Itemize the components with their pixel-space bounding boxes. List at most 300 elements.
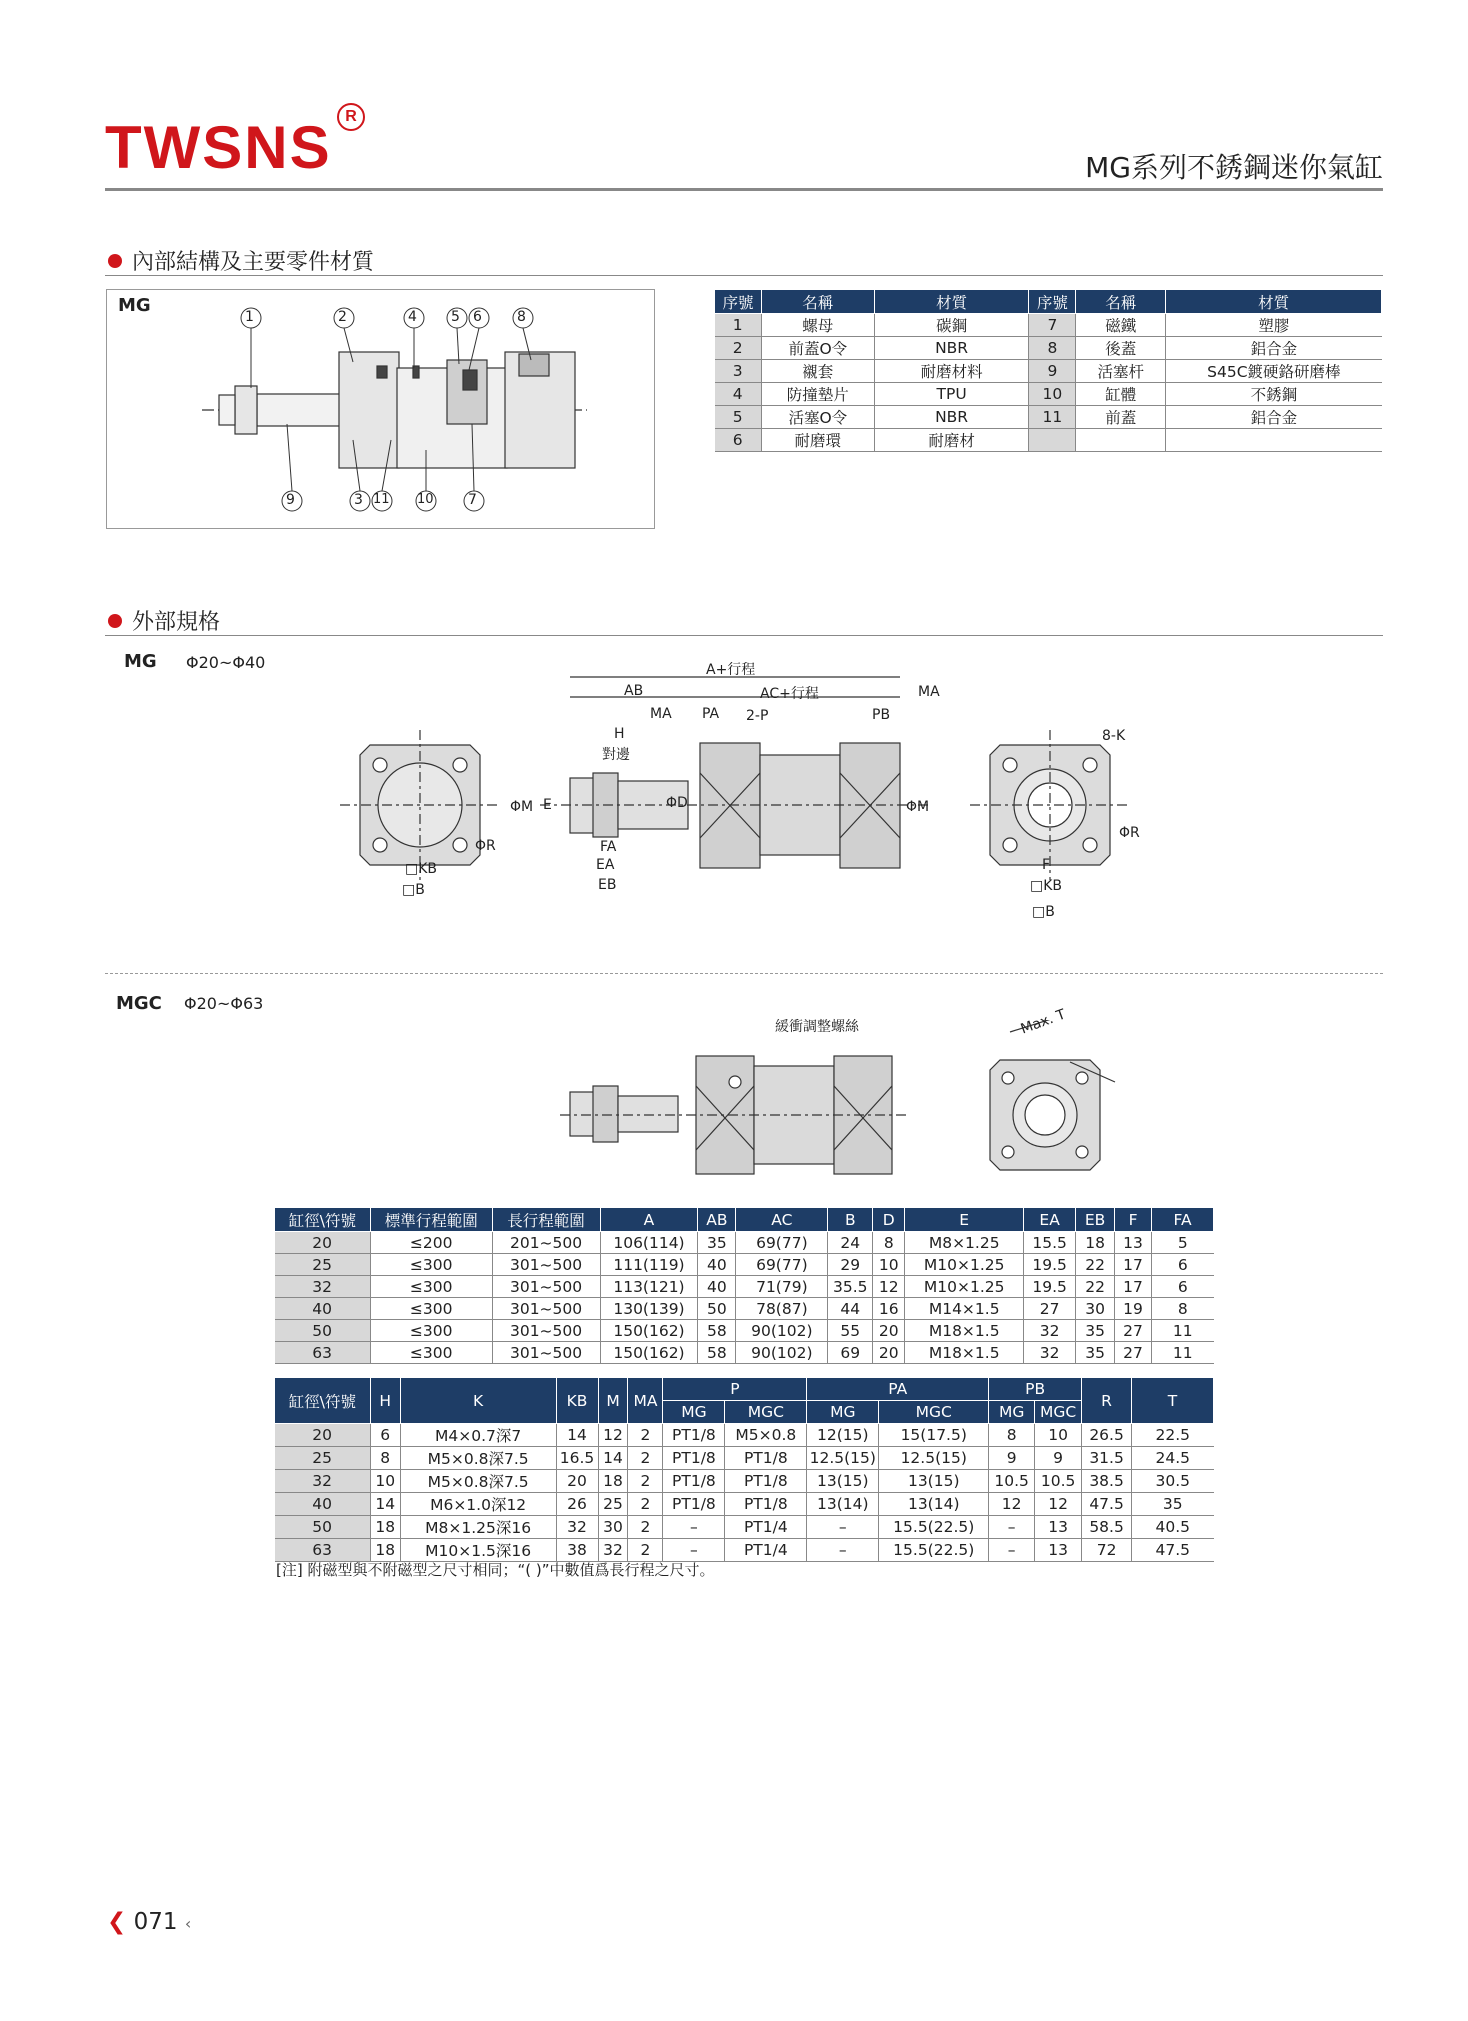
table-cell: 5 xyxy=(1152,1232,1214,1254)
table-cell: 活塞杆 xyxy=(1076,360,1166,383)
table-cell: M5×0.8深7.5 xyxy=(400,1470,556,1493)
table-cell: 63 xyxy=(275,1342,371,1364)
table-cell: 18 xyxy=(1076,1232,1115,1254)
table-cell: 301~500 xyxy=(492,1254,600,1276)
table-cell: 111(119) xyxy=(600,1254,698,1276)
header-cell: 序號 xyxy=(1029,290,1076,314)
table-cell: 10.5 xyxy=(1035,1470,1082,1493)
header-cell: P xyxy=(663,1378,807,1401)
callout-6: 6 xyxy=(473,309,482,325)
callout-9: 9 xyxy=(286,492,295,508)
table-cell: 35.5 xyxy=(828,1276,873,1298)
table-row xyxy=(275,1447,1214,1470)
table-cell: 32 xyxy=(275,1470,371,1493)
table-cell: 14 xyxy=(370,1493,400,1516)
header-cell: H xyxy=(370,1378,400,1424)
header-cell: AB xyxy=(698,1208,736,1232)
table-cell: 7 xyxy=(1029,314,1076,337)
section-rule xyxy=(105,275,1383,276)
table-cell: – xyxy=(989,1539,1035,1562)
header-cell: 名稱 xyxy=(761,290,874,314)
table-cell: 12 xyxy=(1035,1493,1082,1516)
table-cell: 32 xyxy=(556,1516,598,1539)
dim-flats: 對邊 xyxy=(602,747,630,763)
table-cell: 20 xyxy=(873,1342,905,1364)
table-cell: 11 xyxy=(1029,406,1076,429)
table-cell: 69(77) xyxy=(736,1254,828,1276)
table-cell: 2 xyxy=(628,1447,663,1470)
header-cell: MG xyxy=(807,1401,879,1424)
table-row xyxy=(275,1298,1214,1320)
table-cell: 13(14) xyxy=(807,1493,879,1516)
table-row xyxy=(275,1424,1214,1447)
table-cell: 55 xyxy=(828,1320,873,1342)
table-cell xyxy=(1076,429,1166,452)
section-external-title: 外部規格 xyxy=(108,605,220,636)
page-title: MG系列不銹鋼迷你氣缸 xyxy=(1085,151,1383,184)
table-cell: 前蓋 xyxy=(1076,406,1166,429)
dim-b-right: □B xyxy=(1032,904,1055,920)
table-cell: M8×1.25深16 xyxy=(400,1516,556,1539)
table-cell: 塑膠 xyxy=(1166,314,1382,337)
table-cell: 35 xyxy=(1132,1493,1214,1516)
header-cell: MG xyxy=(989,1401,1035,1424)
table-cell: 9 xyxy=(1035,1447,1082,1470)
table-cell: 9 xyxy=(989,1447,1035,1470)
callout-3: 3 xyxy=(354,492,363,508)
table-cell: 8 xyxy=(1029,337,1076,360)
table-cell: 15(17.5) xyxy=(879,1424,989,1447)
table-cell: NBR xyxy=(874,337,1029,360)
table-cell: M5×0.8 xyxy=(725,1424,807,1447)
table-cell: 71(79) xyxy=(736,1276,828,1298)
header-cell: K xyxy=(400,1378,556,1424)
table-cell: 35 xyxy=(698,1232,736,1254)
table-cell: 8 xyxy=(873,1232,905,1254)
dim-ma: MA xyxy=(918,684,940,700)
table-row xyxy=(275,1276,1214,1298)
dim-a-stroke: A+行程 xyxy=(706,662,756,678)
dim-ma-inner: MA xyxy=(650,706,672,722)
table-cell: 13(15) xyxy=(879,1470,989,1493)
table-cell xyxy=(1029,429,1076,452)
table-cell: 12 xyxy=(989,1493,1035,1516)
header-cell: EA xyxy=(1024,1208,1076,1232)
table-cell: 58.5 xyxy=(1082,1516,1132,1539)
table-cell: M8×1.25 xyxy=(905,1232,1024,1254)
mg-external-drawing xyxy=(340,655,1340,935)
table-cell: 12 xyxy=(598,1424,628,1447)
table-cell: 106(114) xyxy=(600,1232,698,1254)
header-cell: D xyxy=(873,1208,905,1232)
table-cell: 活塞O令 xyxy=(761,406,874,429)
section-divider xyxy=(105,973,1383,974)
table-cell: 32 xyxy=(275,1276,371,1298)
table-row xyxy=(715,429,1382,452)
table-cell: 30 xyxy=(598,1516,628,1539)
table-cell: ≤300 xyxy=(370,1276,492,1298)
mgc-bore-range: Φ20~Φ63 xyxy=(184,994,264,1013)
header-cell: MGC xyxy=(725,1401,807,1424)
page-number: 071 xyxy=(133,1909,178,1935)
chevron-left-small-icon: ‹ xyxy=(184,1914,192,1933)
dim-2p: 2-P xyxy=(746,708,769,724)
table-cell: 27 xyxy=(1024,1298,1076,1320)
table-cell: ≤300 xyxy=(370,1298,492,1320)
table-cell: – xyxy=(989,1516,1035,1539)
table-cell: PT1/8 xyxy=(725,1493,807,1516)
mg-model-label: MG xyxy=(124,651,157,672)
callout-5: 5 xyxy=(451,309,460,325)
table-cell: 31.5 xyxy=(1082,1447,1132,1470)
dims-table-2-header-top xyxy=(275,1378,1214,1401)
dim-pa: PA xyxy=(702,706,720,722)
table-cell: 13 xyxy=(1035,1539,1082,1562)
header-cell: 序號 xyxy=(715,290,762,314)
mg-bore-range: Φ20~Φ40 xyxy=(186,653,266,672)
table-cell: M10×1.25 xyxy=(905,1276,1024,1298)
table-cell: 2 xyxy=(715,337,762,360)
table-cell: – xyxy=(807,1516,879,1539)
table-cell: 150(162) xyxy=(600,1320,698,1342)
header-cell: KB xyxy=(556,1378,598,1424)
table-cell: 40 xyxy=(698,1254,736,1276)
table-cell: 襯套 xyxy=(761,360,874,383)
table-cell: 14 xyxy=(598,1447,628,1470)
table-cell: 38 xyxy=(556,1539,598,1562)
table-cell: M10×1.25 xyxy=(905,1254,1024,1276)
table-cell: 29 xyxy=(828,1254,873,1276)
table-cell: 14 xyxy=(556,1424,598,1447)
table-cell: 2 xyxy=(628,1424,663,1447)
table-row xyxy=(715,406,1382,429)
table-cell: 22 xyxy=(1076,1276,1115,1298)
callout-10: 10 xyxy=(417,492,434,507)
table-cell: 40 xyxy=(275,1298,371,1320)
table-cell: 13 xyxy=(1035,1516,1082,1539)
table-note: [注] 附磁型與不附磁型之尺寸相同；“( )”中數值爲長行程之尺寸。 xyxy=(276,1561,715,1579)
callout-7: 7 xyxy=(468,492,477,508)
max-t-label: Max. T xyxy=(1018,1006,1068,1038)
table-cell: 20 xyxy=(275,1232,371,1254)
table-cell: 201~500 xyxy=(492,1232,600,1254)
dim-b-left: □B xyxy=(402,882,425,898)
table-cell: 16.5 xyxy=(556,1447,598,1470)
table-cell: M18×1.5 xyxy=(905,1342,1024,1364)
header-cell: MGC xyxy=(1035,1401,1082,1424)
table-cell: 22 xyxy=(1076,1254,1115,1276)
table-cell: 50 xyxy=(275,1516,371,1539)
table-cell: ≤300 xyxy=(370,1342,492,1364)
table-cell: 後蓋 xyxy=(1076,337,1166,360)
callout-11: 11 xyxy=(373,492,390,507)
dimensions-table-1 xyxy=(274,1207,1214,1364)
dim-fa: FA xyxy=(600,839,617,855)
dim-f: F xyxy=(1042,857,1051,873)
table-cell: M10×1.5深16 xyxy=(400,1539,556,1562)
table-cell: 11 xyxy=(1152,1320,1214,1342)
header-cell: 長行程範圍 xyxy=(492,1208,600,1232)
table-cell: 32 xyxy=(1024,1320,1076,1342)
table-cell: – xyxy=(807,1539,879,1562)
table-row xyxy=(715,337,1382,360)
table-cell: 鋁合金 xyxy=(1166,337,1382,360)
callout-4: 4 xyxy=(408,309,417,325)
dim-h: H xyxy=(614,726,625,742)
header-cell: MGC xyxy=(879,1401,989,1424)
table-cell: 32 xyxy=(1024,1342,1076,1364)
dim-eb: EB xyxy=(598,877,617,893)
table-cell: 鋁合金 xyxy=(1166,406,1382,429)
table-cell: 10 xyxy=(873,1254,905,1276)
table-cell: 90(102) xyxy=(736,1320,828,1342)
table-cell: 58 xyxy=(698,1342,736,1364)
table-cell xyxy=(1166,429,1382,452)
table-row xyxy=(275,1232,1214,1254)
table-cell: 12.5(15) xyxy=(879,1447,989,1470)
header-cell: 名稱 xyxy=(1076,290,1166,314)
bullet-icon xyxy=(108,614,122,628)
header-cell: E xyxy=(905,1208,1024,1232)
table-cell: 8 xyxy=(1152,1298,1214,1320)
table-cell: 4 xyxy=(715,383,762,406)
table-row xyxy=(715,360,1382,383)
table-cell: 2 xyxy=(628,1516,663,1539)
table-cell: 螺母 xyxy=(761,314,874,337)
header-cell: B xyxy=(828,1208,873,1232)
mgc-external-drawing xyxy=(560,1020,1120,1190)
table-cell: 50 xyxy=(698,1298,736,1320)
table-cell: 72 xyxy=(1082,1539,1132,1562)
table-cell: M14×1.5 xyxy=(905,1298,1024,1320)
parts-table-header xyxy=(715,290,1382,314)
table-cell: 19.5 xyxy=(1024,1276,1076,1298)
header-cell: 材質 xyxy=(874,290,1029,314)
table-cell: PT1/8 xyxy=(663,1447,725,1470)
header-cell: 缸徑\符號 xyxy=(275,1208,371,1232)
table-cell: 26 xyxy=(556,1493,598,1516)
table-cell: PT1/8 xyxy=(663,1470,725,1493)
table-cell: 32 xyxy=(598,1539,628,1562)
table-cell: 130(139) xyxy=(600,1298,698,1320)
header-cell: PA xyxy=(807,1378,989,1401)
table-cell: 35 xyxy=(1076,1342,1115,1364)
header-rule xyxy=(105,188,1383,191)
section-internal-title: 內部結構及主要零件材質 xyxy=(108,245,374,276)
header-cell: T xyxy=(1132,1378,1214,1424)
table-cell: 27 xyxy=(1115,1320,1152,1342)
table-cell: 10 xyxy=(370,1470,400,1493)
table-cell: 耐磨材料 xyxy=(874,360,1029,383)
table-cell: 25 xyxy=(598,1493,628,1516)
table-cell: 18 xyxy=(598,1470,628,1493)
table-cell: 不銹鋼 xyxy=(1166,383,1382,406)
table-row xyxy=(275,1320,1214,1342)
table-row xyxy=(275,1470,1214,1493)
table-cell: 24 xyxy=(828,1232,873,1254)
dims-table-1-header xyxy=(275,1208,1214,1232)
table-cell: 12.5(15) xyxy=(807,1447,879,1470)
table-cell: ≤300 xyxy=(370,1320,492,1342)
table-cell: PT1/8 xyxy=(663,1493,725,1516)
dim-kb-left: □KB xyxy=(405,861,438,877)
table-cell: 47.5 xyxy=(1132,1539,1214,1562)
table-cell: 301~500 xyxy=(492,1298,600,1320)
header-cell: M xyxy=(598,1378,628,1424)
table-cell: PT1/8 xyxy=(725,1470,807,1493)
table-cell: 301~500 xyxy=(492,1320,600,1342)
table-cell: 30.5 xyxy=(1132,1470,1214,1493)
table-cell: 6 xyxy=(370,1424,400,1447)
table-cell: 47.5 xyxy=(1082,1493,1132,1516)
table-cell: 35 xyxy=(1076,1320,1115,1342)
table-cell: 27 xyxy=(1115,1342,1152,1364)
table-cell: 12 xyxy=(873,1276,905,1298)
header-cell: A xyxy=(600,1208,698,1232)
dim-8k: 8-K xyxy=(1102,728,1126,744)
table-cell: 301~500 xyxy=(492,1276,600,1298)
brand-logo: TWSNS xyxy=(105,114,332,181)
table-cell: 2 xyxy=(628,1539,663,1562)
table-cell: 301~500 xyxy=(492,1342,600,1364)
table-cell: 69 xyxy=(828,1342,873,1364)
dim-phi-m-right: ΦM xyxy=(906,799,930,815)
header-cell: PB xyxy=(989,1378,1082,1401)
table-cell: PT1/4 xyxy=(725,1539,807,1562)
table-cell: 3 xyxy=(715,360,762,383)
table-cell: 19.5 xyxy=(1024,1254,1076,1276)
dim-phi-m-left: ΦM xyxy=(510,799,534,815)
table-cell: 18 xyxy=(370,1539,400,1562)
table-cell: 44 xyxy=(828,1298,873,1320)
table-cell: 25 xyxy=(275,1447,371,1470)
header-cell: FA xyxy=(1152,1208,1214,1232)
table-cell: M6×1.0深12 xyxy=(400,1493,556,1516)
table-cell: 78(87) xyxy=(736,1298,828,1320)
table-cell: M5×0.8深7.5 xyxy=(400,1447,556,1470)
header-cell: MG xyxy=(663,1401,725,1424)
callout-2: 2 xyxy=(338,309,347,325)
table-cell: 1 xyxy=(715,314,762,337)
table-cell: 6 xyxy=(1152,1276,1214,1298)
table-cell: S45C鍍硬鉻研磨棒 xyxy=(1166,360,1382,383)
table-cell: 20 xyxy=(556,1470,598,1493)
table-cell: PT1/4 xyxy=(725,1516,807,1539)
section-rule xyxy=(105,635,1383,636)
table-cell: 6 xyxy=(715,429,762,452)
table-cell: 8 xyxy=(370,1447,400,1470)
table-cell: 40 xyxy=(275,1493,371,1516)
table-cell: ≤200 xyxy=(370,1232,492,1254)
table-cell: 11 xyxy=(1152,1342,1214,1364)
table-cell: 15.5(22.5) xyxy=(879,1516,989,1539)
table-cell: 10.5 xyxy=(989,1470,1035,1493)
dimensions-table-2 xyxy=(274,1377,1214,1562)
dim-pb: PB xyxy=(872,707,891,723)
internal-structure-diagram xyxy=(106,289,655,529)
table-cell: 磁鐵 xyxy=(1076,314,1166,337)
table-cell: PT1/8 xyxy=(663,1424,725,1447)
table-cell: 50 xyxy=(275,1320,371,1342)
table-cell: 13(14) xyxy=(879,1493,989,1516)
table-cell: 63 xyxy=(275,1539,371,1562)
header-cell: MA xyxy=(628,1378,663,1424)
table-cell: 防撞墊片 xyxy=(761,383,874,406)
parts-material-table xyxy=(714,289,1382,452)
registered-mark: R xyxy=(337,103,365,131)
dim-phi-r-left: ΦR xyxy=(475,838,496,854)
callout-1: 1 xyxy=(245,309,254,325)
table-cell: 15.5 xyxy=(1024,1232,1076,1254)
table-row xyxy=(275,1516,1214,1539)
table-cell: 16 xyxy=(873,1298,905,1320)
table-cell: 耐磨材 xyxy=(874,429,1029,452)
header-cell: 標準行程範圍 xyxy=(370,1208,492,1232)
table-cell: 前蓋O令 xyxy=(761,337,874,360)
table-row xyxy=(275,1254,1214,1276)
table-cell: 150(162) xyxy=(600,1342,698,1364)
table-cell: 9 xyxy=(1029,360,1076,383)
table-cell: 17 xyxy=(1115,1254,1152,1276)
table-cell: – xyxy=(663,1539,725,1562)
table-cell: 113(121) xyxy=(600,1276,698,1298)
table-cell: ≤300 xyxy=(370,1254,492,1276)
table-cell: M18×1.5 xyxy=(905,1320,1024,1342)
dim-e: E xyxy=(543,797,552,813)
table-cell: TPU xyxy=(874,383,1029,406)
table-cell: 18 xyxy=(370,1516,400,1539)
dim-ab: AB xyxy=(624,683,644,699)
table-row xyxy=(715,383,1382,406)
header-cell: 材質 xyxy=(1166,290,1382,314)
table-cell: 10 xyxy=(1035,1424,1082,1447)
table-cell: – xyxy=(663,1516,725,1539)
table-cell: 8 xyxy=(989,1424,1035,1447)
table-cell: 碳鋼 xyxy=(874,314,1029,337)
header-cell: 缸徑\符號 xyxy=(275,1378,371,1424)
table-cell: 26.5 xyxy=(1082,1424,1132,1447)
table-row xyxy=(715,314,1382,337)
callout-8: 8 xyxy=(517,309,526,325)
table-cell: 2 xyxy=(628,1493,663,1516)
table-cell: 17 xyxy=(1115,1276,1152,1298)
header-cell: F xyxy=(1115,1208,1152,1232)
table-cell: 12(15) xyxy=(807,1424,879,1447)
bullet-icon xyxy=(108,254,122,268)
header-cell: AC xyxy=(736,1208,828,1232)
table-cell: 耐磨環 xyxy=(761,429,874,452)
table-cell: 69(77) xyxy=(736,1232,828,1254)
dim-kb-right: □KB xyxy=(1030,878,1063,894)
diagram-model-label: MG xyxy=(118,295,151,316)
table-cell: 15.5(22.5) xyxy=(879,1539,989,1562)
table-cell: 20 xyxy=(275,1424,371,1447)
mgc-model-label: MGC xyxy=(116,993,162,1014)
table-cell: M4×0.7深7 xyxy=(400,1424,556,1447)
dim-ea: EA xyxy=(596,857,615,873)
table-row xyxy=(275,1342,1214,1364)
cushion-screw-label: 緩衝調整螺絲 xyxy=(775,1019,859,1035)
table-cell: 90(102) xyxy=(736,1342,828,1364)
table-cell: 缸體 xyxy=(1076,383,1166,406)
table-cell: 20 xyxy=(873,1320,905,1342)
table-cell: 38.5 xyxy=(1082,1470,1132,1493)
table-cell: 5 xyxy=(715,406,762,429)
table-cell: 58 xyxy=(698,1320,736,1342)
table-cell: 30 xyxy=(1076,1298,1115,1320)
dim-phi-d: ΦD xyxy=(666,795,688,811)
table-row xyxy=(275,1493,1214,1516)
